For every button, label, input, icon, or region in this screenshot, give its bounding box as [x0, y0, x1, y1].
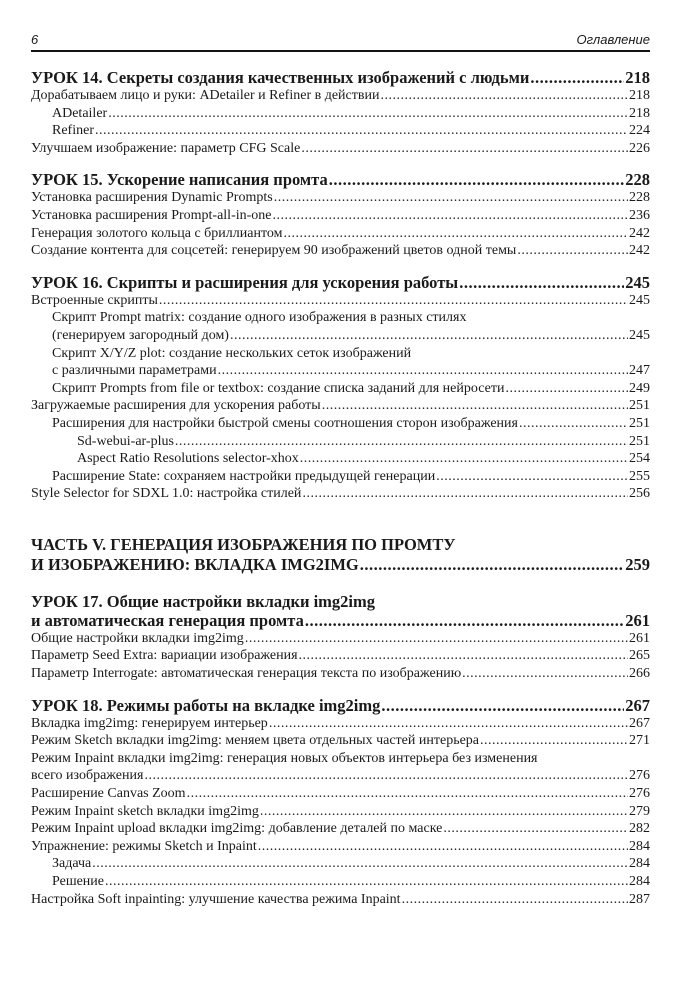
toc-entry — [31, 630, 650, 648]
toc-entry — [31, 207, 650, 225]
toc-entry — [31, 189, 650, 207]
toc-entry-title: Расширение State: сохраняем настройки предыдущей генерации — [52, 468, 436, 484]
dot-leader — [505, 380, 628, 398]
toc-entry-line — [31, 785, 650, 803]
page-number: 6 — [31, 32, 39, 47]
toc-page-number: 284 — [629, 856, 650, 872]
toc-entry-title: Загружаемые расширения для ускорения работы — [31, 398, 321, 414]
toc-entry-line — [31, 189, 650, 207]
toc-entry — [31, 468, 650, 486]
dot-leader — [402, 891, 628, 909]
toc-entry-title: Скрипт Prompts from file or textbox: создание списка заданий для нейросети — [52, 380, 505, 396]
toc-entry — [31, 785, 650, 803]
toc-entry-line — [31, 555, 650, 575]
toc-entry-title: Расширения для настройки быстрой смены соотношения сторон изображения — [52, 415, 518, 431]
toc-page-number: 228 — [625, 170, 650, 190]
toc-entry — [31, 242, 650, 260]
toc-entry-title: Вкладка img2img: генерируем интерьер — [31, 715, 268, 731]
toc-page-number: 287 — [629, 891, 650, 907]
dot-leader — [443, 820, 628, 838]
toc-entry — [31, 873, 650, 891]
toc-entry-line — [31, 665, 650, 683]
toc-entry-title: УРОК 16. Скрипты и расширения для ускорения работы — [31, 272, 459, 292]
toc-page-number: 247 — [629, 363, 650, 379]
toc-entry-title: Дорабатываем лицо и руки: ADetailer и Refiner в действии — [31, 88, 380, 103]
dot-leader — [519, 415, 628, 433]
toc-entry-title: Скрипт Prompt matrix: создание одного изображения в разных стилях — [52, 310, 467, 326]
toc-page-number: 284 — [629, 838, 650, 854]
toc-entry — [31, 345, 650, 380]
toc-page-number: 276 — [629, 768, 650, 784]
toc-entry-line — [31, 891, 650, 909]
toc-entry-line — [52, 380, 650, 398]
toc-entry-line — [31, 87, 650, 105]
toc-entry-title: ЧАСТЬ V. ГЕНЕРАЦИЯ ИЗОБРАЖЕНИЯ ПО ПРОМТУ — [31, 534, 456, 554]
toc-page-number: 261 — [625, 610, 650, 630]
toc-entry-line — [31, 838, 650, 856]
toc-entry-title: ADetailer — [52, 105, 108, 121]
toc-entry-line — [77, 433, 650, 451]
dot-leader — [299, 647, 628, 665]
toc-page-number: 245 — [625, 272, 650, 292]
toc-page-number: 259 — [625, 554, 650, 574]
toc-entry-title: УРОК 17. Общие настройки вкладки img2img — [31, 591, 376, 611]
toc-page-number: 255 — [629, 468, 650, 484]
dot-leader — [269, 715, 628, 733]
toc-entry-line — [31, 803, 650, 821]
section-title: Оглавление — [576, 32, 650, 47]
toc-entry-line — [31, 647, 650, 665]
toc-entry-line — [31, 535, 650, 555]
toc-entry — [31, 415, 650, 433]
toc-page-number: 276 — [629, 786, 650, 802]
toc-entry-title: Режим Inpaint sketch вкладки img2img — [31, 803, 259, 819]
toc-entry-title: Настройка Soft inpainting: улучшение качества режима Inpaint — [31, 891, 401, 907]
toc-page-number: 245 — [629, 327, 650, 343]
dot-leader — [517, 242, 628, 260]
toc-entry-title: Style Selector for SDXL 1.0: настройка стилей — [31, 486, 302, 502]
dot-leader — [480, 732, 628, 750]
toc-entry-title: Режим Inpaint upload вкладки img2img: добавление деталей по маске — [31, 821, 443, 837]
toc-entry-line — [52, 362, 650, 380]
dot-leader — [105, 873, 628, 891]
toc-entry-line — [31, 611, 650, 630]
toc-entry-title: УРОК 14. Секреты создания качественных изображений с людьми — [31, 68, 530, 87]
toc-entry-line — [31, 140, 650, 158]
toc-entry-line — [52, 468, 650, 486]
toc-entry — [31, 891, 650, 909]
toc-entry-title: Sd-webui-ar-plus — [77, 433, 174, 449]
dot-leader — [144, 767, 628, 785]
toc-entry-title: Скрипт X/Y/Z plot: создание нескольких сеток изображений — [52, 345, 412, 361]
toc-entry-title: И ИЗОБРАЖЕНИЮ: ВКЛАДКА IMG2IMG — [31, 554, 359, 574]
dot-leader — [381, 696, 624, 715]
toc-entry-line — [31, 630, 650, 648]
toc-lesson-heading — [31, 696, 650, 715]
toc-entry-line — [31, 696, 650, 715]
toc-entry — [31, 433, 650, 451]
toc-entry-title: Режим Inpaint вкладки img2img: генерация новых объектов интерьера без изменения — [31, 750, 538, 766]
table-of-contents — [31, 58, 650, 908]
toc-lesson-heading — [31, 170, 650, 189]
toc-entry — [31, 397, 650, 415]
toc-entry-line — [31, 397, 650, 415]
dot-leader — [284, 225, 629, 243]
toc-entry — [31, 820, 650, 838]
toc-entry-title: Задача — [52, 856, 92, 872]
toc-page-number: 218 — [625, 68, 650, 87]
toc-entry-title: Общие настройки вкладки img2img — [31, 630, 244, 646]
toc-entry — [31, 665, 650, 683]
toc-entry-title: Встроенные скрипты — [31, 292, 158, 308]
toc-entry-title: Создание контента для соцсетей: генерируем 90 изображений цветов одной темы — [31, 243, 517, 259]
dot-leader — [302, 485, 628, 503]
dot-leader — [258, 838, 628, 856]
dot-leader — [187, 785, 628, 803]
dot-leader — [218, 362, 628, 380]
toc-entry-title: Расширение Canvas Zoom — [31, 786, 186, 802]
toc-entry-title: Установка расширения Dynamic Prompts — [31, 190, 273, 206]
toc-entry — [31, 803, 650, 821]
toc-page-number: 228 — [629, 190, 650, 206]
toc-entry-title: Параметр Seed Extra: вариации изображения — [31, 648, 298, 664]
dot-leader — [274, 189, 628, 207]
toc-page-number: 242 — [629, 225, 650, 241]
toc-page-number: 254 — [629, 451, 650, 467]
toc-lesson-heading — [31, 592, 650, 630]
toc-page-number: 249 — [629, 380, 650, 396]
toc-entry-title: Установка расширения Prompt-all-in-one — [31, 207, 272, 223]
toc-page-number: 226 — [629, 140, 650, 156]
toc-entry-line — [52, 415, 650, 433]
toc-part-heading — [31, 535, 650, 575]
toc-entry — [31, 485, 650, 503]
toc-page-number: 271 — [629, 733, 650, 749]
toc-page-number: 267 — [629, 715, 650, 731]
dot-leader — [459, 273, 624, 292]
toc-page-number: 251 — [629, 433, 650, 449]
dot-leader — [92, 855, 628, 873]
dot-leader — [436, 468, 628, 486]
toc-entry — [31, 732, 650, 750]
toc-entry-line — [52, 309, 650, 327]
toc-entry-line — [31, 292, 650, 310]
toc-page-number: 267 — [625, 695, 650, 715]
toc-entry-title: Aspect Ratio Resolutions selector-xhox — [77, 451, 299, 467]
toc-entry-title: с различными параметрами — [52, 363, 217, 379]
dot-leader — [230, 327, 628, 345]
dot-leader — [305, 611, 624, 630]
toc-entry-title: Параметр Interrogate: автоматическая генерация текста по изображению — [31, 666, 462, 682]
toc-page-number: 245 — [629, 292, 650, 308]
toc-entry — [31, 750, 650, 785]
toc-entry-line — [31, 750, 650, 768]
dot-leader — [360, 555, 624, 575]
toc-entry — [31, 838, 650, 856]
toc-page-number: 282 — [629, 821, 650, 837]
dot-leader — [329, 170, 625, 189]
toc-page-number: 218 — [629, 88, 650, 103]
toc-entry-title: УРОК 15. Ускорение написания промта — [31, 170, 328, 190]
toc-lesson-heading — [31, 68, 650, 87]
dot-leader — [175, 433, 628, 451]
toc-entry-title: Refiner — [52, 123, 94, 139]
dot-leader — [301, 140, 628, 158]
toc-entry-line — [31, 592, 650, 611]
dot-leader — [108, 105, 628, 123]
toc-entry-title: Упражнение: режимы Sketch и Inpaint — [31, 838, 257, 854]
toc-entry-line — [31, 767, 650, 785]
toc-page-number: 242 — [629, 243, 650, 259]
toc-entry-title: (генерируем загородный дом) — [52, 327, 229, 343]
toc-page-number: 266 — [629, 666, 650, 682]
toc-entry-line — [31, 732, 650, 750]
dot-leader — [260, 803, 628, 821]
toc-lesson-heading — [31, 273, 650, 292]
dot-leader — [380, 87, 628, 105]
running-header — [31, 30, 650, 52]
toc-entry-line — [52, 122, 650, 140]
dot-leader — [245, 630, 628, 648]
toc-page-number: 224 — [629, 123, 650, 139]
toc-entry-title: Генерация золотого кольца с бриллиантом — [31, 225, 283, 241]
toc-entry-line — [31, 820, 650, 838]
toc-page-number: 251 — [629, 398, 650, 414]
toc-page-number: 265 — [629, 648, 650, 664]
toc-entry — [31, 292, 650, 310]
toc-entry — [31, 380, 650, 398]
toc-entry-title: Решение — [52, 874, 105, 889]
toc-entry-line — [31, 485, 650, 503]
toc-entry — [31, 715, 650, 733]
dot-leader — [273, 207, 628, 225]
toc-entry — [31, 87, 650, 105]
toc-entry-title: УРОК 18. Режимы работы на вкладке img2img — [31, 695, 381, 715]
toc-entry — [31, 105, 650, 123]
dot-leader — [322, 397, 628, 415]
toc-entry — [31, 450, 650, 468]
toc-page-number: 256 — [629, 486, 650, 502]
toc-page-number: 261 — [629, 630, 650, 646]
dot-leader — [95, 122, 628, 140]
toc-entry-line — [52, 345, 650, 363]
toc-entry — [31, 309, 650, 344]
toc-entry-line — [31, 170, 650, 189]
toc-entry-line — [31, 715, 650, 733]
toc-entry-title: и автоматическая генерация промта — [31, 610, 304, 630]
toc-entry — [31, 225, 650, 243]
toc-page-number: 284 — [629, 874, 650, 889]
toc-entry-line — [52, 855, 650, 873]
toc-entry-title: всего изображения — [31, 768, 144, 784]
toc-page-number: 236 — [629, 207, 650, 223]
toc-page-number: 251 — [629, 415, 650, 431]
toc-entry-line — [31, 225, 650, 243]
toc-entry-line — [31, 68, 650, 87]
dot-leader — [159, 292, 628, 310]
toc-entry-title: Улучшаем изображение: параметр CFG Scale — [31, 140, 301, 156]
toc-entry — [31, 140, 650, 158]
toc-entry — [31, 647, 650, 665]
toc-entry-line — [31, 242, 650, 260]
toc-entry-line — [52, 327, 650, 345]
dot-leader — [462, 665, 628, 683]
toc-entry-line — [52, 105, 650, 123]
toc-entry-line — [77, 450, 650, 468]
toc-page-number: 218 — [629, 105, 650, 121]
toc-entry — [31, 122, 650, 140]
toc-entry-line — [31, 207, 650, 225]
toc-entry-line — [52, 873, 650, 891]
dot-leader — [530, 68, 624, 87]
toc-page-number: 279 — [629, 803, 650, 819]
toc-entry — [31, 855, 650, 873]
toc-entry-title: Режим Sketch вкладки img2img: меняем цвета отдельных частей интерьера — [31, 733, 480, 749]
dot-leader — [300, 450, 628, 468]
toc-entry-line — [31, 273, 650, 292]
